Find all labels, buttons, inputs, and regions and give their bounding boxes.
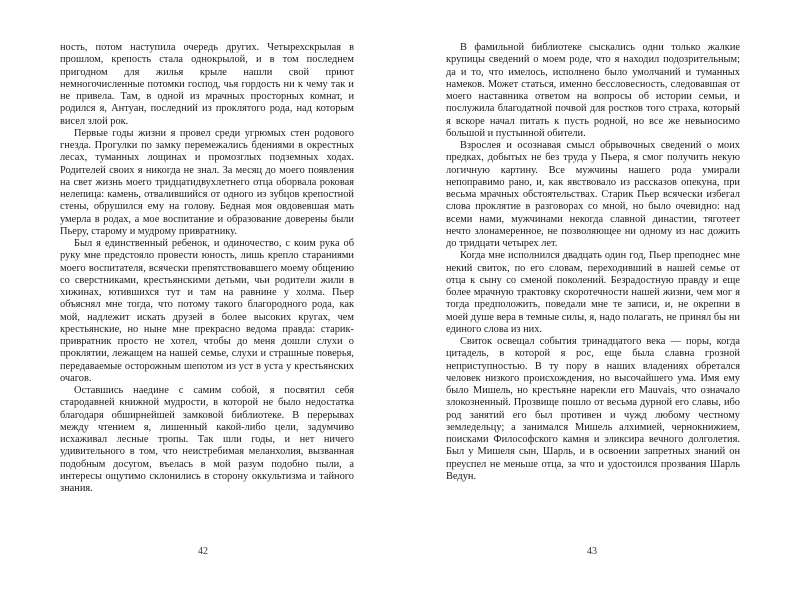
paragraph: В фамильной библиотеке сыскались одни только жалкие крупицы сведений о моем роде, что я находил подозрительным; да и то, что имелось, исполнено было умолчаний и туманных намеков. Может статься, именно бессловесность, следовавшая от моего наставника ответом на вопросы об истории семьи, и послужила благодатной почвой для ростков того страха, который я вскоре начал питать к пусть родной, но все же невыносимо большой и пустынной обители.	[446, 42, 740, 139]
page-number-right: 43	[587, 546, 597, 557]
paragraph: Оставшись наедине с самим собой, я посвятил себя стародавней книжной мудрости, в которой не было недостатка благодаря обширнейшей замковой библиотеке. В перерывах между чтением я, лишенный какой-либо цели, задумчиво исхаживал лесные тропы. Так шли годы, и нет ничего удивительного в том, что неистребимая меланхолия, вызванная подобным досугом, въелась в мой разум подобно пыли, а интересы ощутимо склонились в сторону оккультизма и тайного знания.	[60, 385, 354, 494]
left-page	[60, 42, 354, 495]
paragraph: Первые годы жизни я провел среди угрюмых стен родового гнезда. Прогулки по замку перемежались бдениями в окрестных лесах, туманных лощинах и промозглых подземных ходах. Родителей своих я никогда не знал. За месяц до моего появления на свет жизнь моего тридцатидвухлетнего отца оборвала роковая нелепица: камень, отвалившийся от одного из зубцов крепостной стены, обрушился ему на голову. Бедная моя овдовевшая мать умерла в родах, а мое воспитание и образование доверены были Пьеру, старому и мудрому привратнику.	[60, 127, 354, 237]
page-number-left: 42	[198, 546, 208, 557]
paragraph: Был я единственный ребенок, и одиночество, с коим рука об руку мне предстояло провести юность, лишь крепло стараниями моего воспитателя, всячески препятствовавшего моему общению со сверстниками, крестьянскими детьми, чьи родители жили в хижинах, ютившихся тут и там на равнине у холма. Пьер объяснял мне тогда, что потому такого благородного рода, как мой, надлежит искать друзей в более высоких кругах, чем крестьянские, но ныне мне прекрасно ведома правда: старик-привратник просто не хотел, чтобы до меня дошли слухи о проклятии, лежащем на нашей семье, слухи и страшные поверья, передаваемые осторожным шепотом из уст в уста у крестьянских очагов.	[60, 238, 354, 384]
paragraph: ность, потом наступила очередь других. Четырехскрылая в прошлом, крепость стала однокрылой, и в том последнем пригодном для жилья крыле нашли свой приют немногочисленные потомки господ, чья гордость ни к чему так и не привела. Там, в одной из мрачных просторных комнат, и родился я, Антуан, последний из проклятого рода, над которым висел злой рок.	[60, 42, 354, 127]
paragraph: Когда мне исполнился двадцать один год, Пьер преподнес мне некий свиток, по его словам, переходивший в нашей семье от отца к сыну со сменой поколений. Безрадостную правду и еще более мрачную трактовку скоротечности нашей жизни, чем мог я тогда предположить, поведали мне те записи, и, не окрепни в моей душе вера в темные силы, я, надо полагать, не принял бы ни единого слова из них.	[446, 250, 740, 335]
paragraph: Взрослея и осознавая смысл обрывочных сведений о моих предках, добытых не без труда у Пьера, я смог получить некую логичную картину. Все мужчины нашего рода умирали непоправимо рано, и, как явствовало из рассказов опекуна, при весьма мрачных обстоятельствах. Старик Пьер всячески избегал слова проклятие в разговорах со мной, но было очевидно: над всеми нами, мужчинами некогда славной династии, тяготеет нечто злонамеренное, не позволяющее ни одному из нас дожить до тридцати четырех лет.	[446, 140, 740, 249]
right-page	[446, 42, 740, 483]
paragraph: Свиток освещал события тринадцатого века — поры, когда цитадель, в которой я рос, еще была славна грозной неприступностью. В ту пору в наших владениях обретался человек низкого происхождения, но высочайшего ума. Имя ему было Мишель, но крестьяне нарекли его Mauvais, что означало злокозненный. Прозвище пошло от весьма дурной его славы, ибо род занятий его был противен и чужд любому честному земледельцу; а занимался Мишель алхимией, чернокнижием, поисками Философского камня и эликсира вечного долголетия. Был у Мишеля сын, Шарль, и в освоении запретных знаний он преуспел не меньше отца, за что и удостоился прозвания Шарль Ведун.	[446, 336, 740, 482]
